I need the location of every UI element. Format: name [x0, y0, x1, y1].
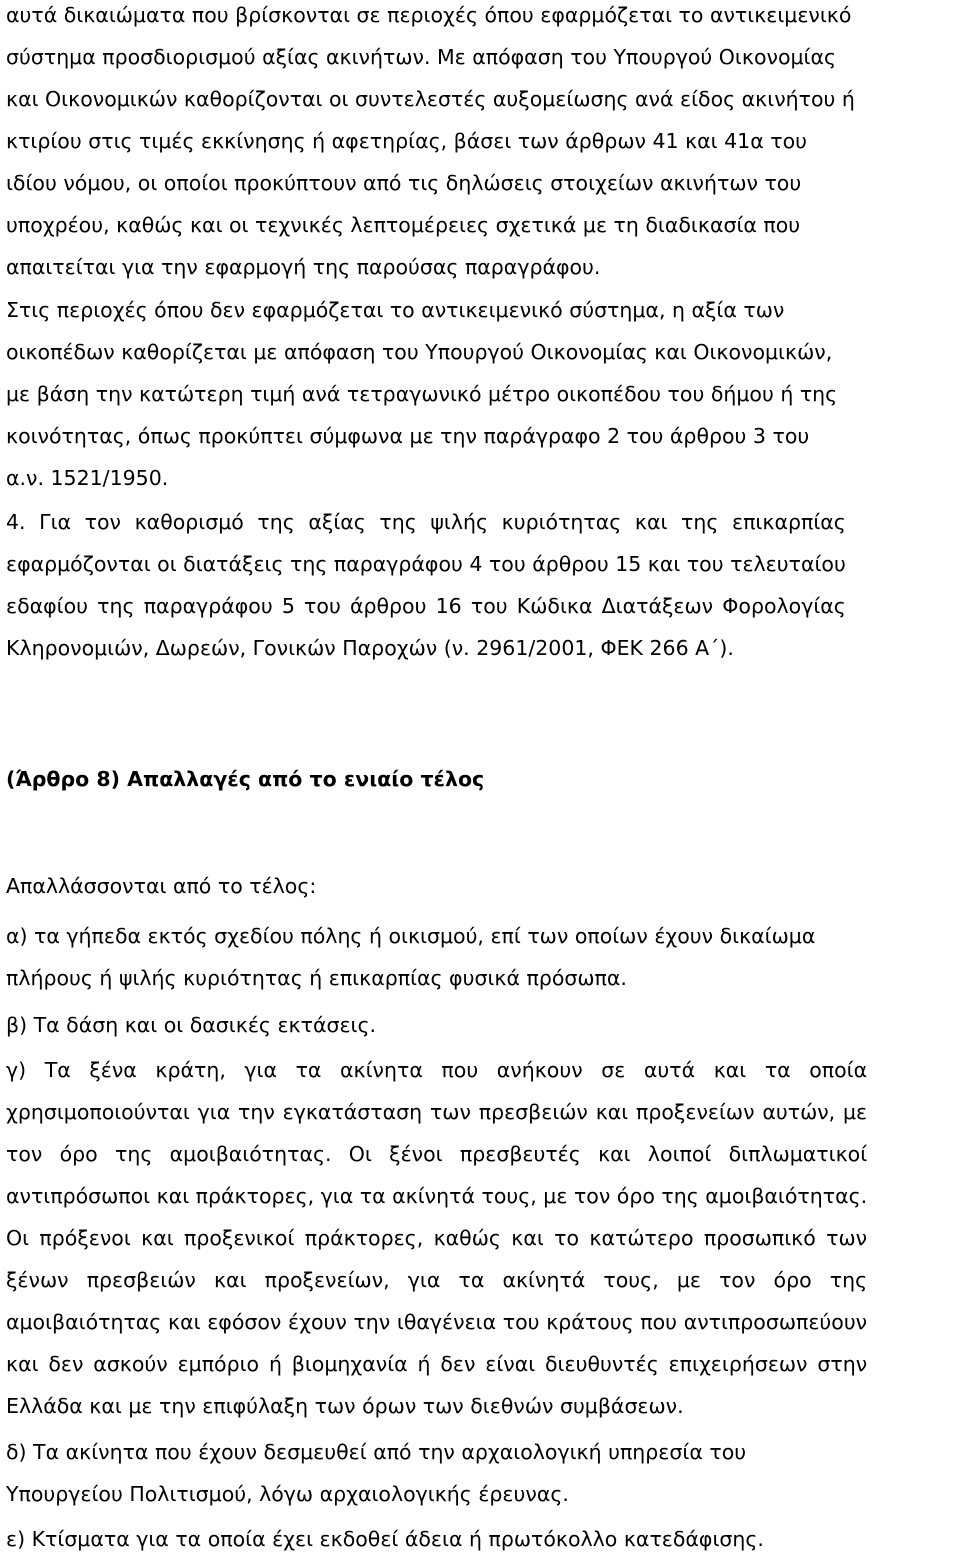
text-line: γ) Τα ξένα κράτη, για τα ακίνητα που ανήκουν σε αυτά και τα οποία [6, 1058, 868, 1082]
text-line: Ελλάδα και με την επιφύλαξη των όρων των διεθνών συμβάσεων. [6, 1394, 684, 1418]
text-line: και Οικονομικών καθορίζονται οι συντελεστές αυξομείωσης ανά είδος ακινήτου ή [6, 87, 855, 111]
text-line: με βάση την κατώτερη τιμή ανά τετραγωνικό μέτρο οικοπέδου του δήμου ή της [6, 382, 838, 406]
text-line: α.ν. 1521/1950. [6, 466, 169, 490]
text-line: ιδίου νόμου, οι οποίοι προκύπτουν από τις δηλώσεις στοιχείων ακινήτων του [6, 171, 802, 195]
text-line: πλήρους ή ψιλής κυριότητας ή επικαρπίας φυσικά πρόσωπα. [6, 966, 627, 990]
text-line: Υπουργείου Πολιτισμού, λόγω αρχαιολογικής έρευνας. [6, 1482, 569, 1506]
text-line: και δεν ασκούν εμπόριο ή βιομηχανία ή δεν είναι διευθυντές επιχειρήσεων στην [6, 1352, 868, 1376]
text-line: κοινότητας, όπως προκύπτει σύμφωνα με την παράγραφο 2 του άρθρου 3 του [6, 424, 810, 448]
text-line: σύστημα προσδιορισμού αξίας ακινήτων. Με απόφαση του Υπουργού Οικονομίας [6, 45, 837, 69]
text-line: 4. Για τον καθορισμό της αξίας της ψιλής κυριότητας και της επικαρπίας [6, 510, 846, 534]
text-line: εδαφίου της παραγράφου 5 του άρθρου 16 του Κώδικα Διατάξεων Φορολογίας [6, 594, 846, 618]
text-line: απαιτείται για την εφαρμογή της παρούσας παραγράφου. [6, 255, 601, 279]
exemptions-intro: Απαλλάσσονται από το τέλος: [6, 874, 317, 898]
text-line: α) τα γήπεδα εκτός σχεδίου πόλης ή οικισμού, επί των οποίων έχουν δικαίωμα [6, 924, 816, 948]
exemption-item-d [6, 1431, 746, 1515]
text-line: αυτά δικαιώματα που βρίσκονται σε περιοχές όπου εφαρμόζεται το αντικειμενικό [6, 3, 852, 27]
exemption-item-b: β) Τα δάση και οι δασικές εκτάσεις. [6, 1013, 377, 1037]
exemption-item-a [6, 915, 815, 999]
text-line: οικοπέδων καθορίζεται με απόφαση του Υπουργού Οικονομίας και Οικονομικών, [6, 340, 833, 364]
paragraph-plot-value [6, 289, 837, 499]
text-line: τον όρο της αμοιβαιότητας. Οι ξένοι πρεσβευτές και λοιποί διπλωματικοί [6, 1142, 868, 1166]
text-line: αντιπρόσωποι και πράκτορες, για τα ακίνητά τους, με τον όρο της αμοιβαιότητας. [6, 1184, 868, 1208]
article-heading: (Άρθρο 8) Απαλλαγές από το ενιαίο τέλος [6, 767, 485, 791]
text-line: Στις περιοχές όπου δεν εφαρμόζεται το αντικειμενικό σύστημα, η αξία των [6, 298, 785, 322]
text-line: κτιρίου στις τιμές εκκίνησης ή αφετηρίας, βάσει των άρθρων 41 και 41α του [6, 129, 807, 153]
text-line: Οι πρόξενοι και προξενικοί πράκτορες, καθώς και το κατώτερο προσωπικό των [6, 1226, 868, 1250]
paragraph-valuation-system [6, 0, 855, 288]
text-line: ξένων πρεσβειών και προξενείων, για τα ακίνητά τους, με τον όρο της [6, 1268, 868, 1292]
text-line: εφαρμόζονται οι διατάξεις της παραγράφου 4 του άρθρου 15 και του τελευταίου [6, 552, 846, 576]
text-line: υποχρέου, καθώς και οι τεχνικές λεπτομέρειες σχετικά με τη διαδικασία που [6, 213, 801, 237]
paragraph-bare-ownership [6, 501, 846, 669]
text-line: χρησιμοποιούνται για την εγκατάσταση των πρεσβειών και προξενείων αυτών, με [6, 1100, 868, 1124]
exemption-item-e: ε) Κτίσματα για τα οποία έχει εκδοθεί άδεια ή πρωτόκολλο κατεδάφισης. [6, 1527, 764, 1551]
text-line: δ) Τα ακίνητα που έχουν δεσμευθεί από την αρχαιολογική υπηρεσία του [6, 1440, 747, 1464]
exemption-item-c [6, 1049, 867, 1427]
text-line: αμοιβαιότητας και εφόσον έχουν την ιθαγένεια του κράτους που αντιπροσωπεύουν [6, 1310, 868, 1334]
text-line: Κληρονομιών, Δωρεών, Γονικών Παροχών (ν. 2961/2001, ΦΕΚ 266 Α΄). [6, 636, 734, 660]
